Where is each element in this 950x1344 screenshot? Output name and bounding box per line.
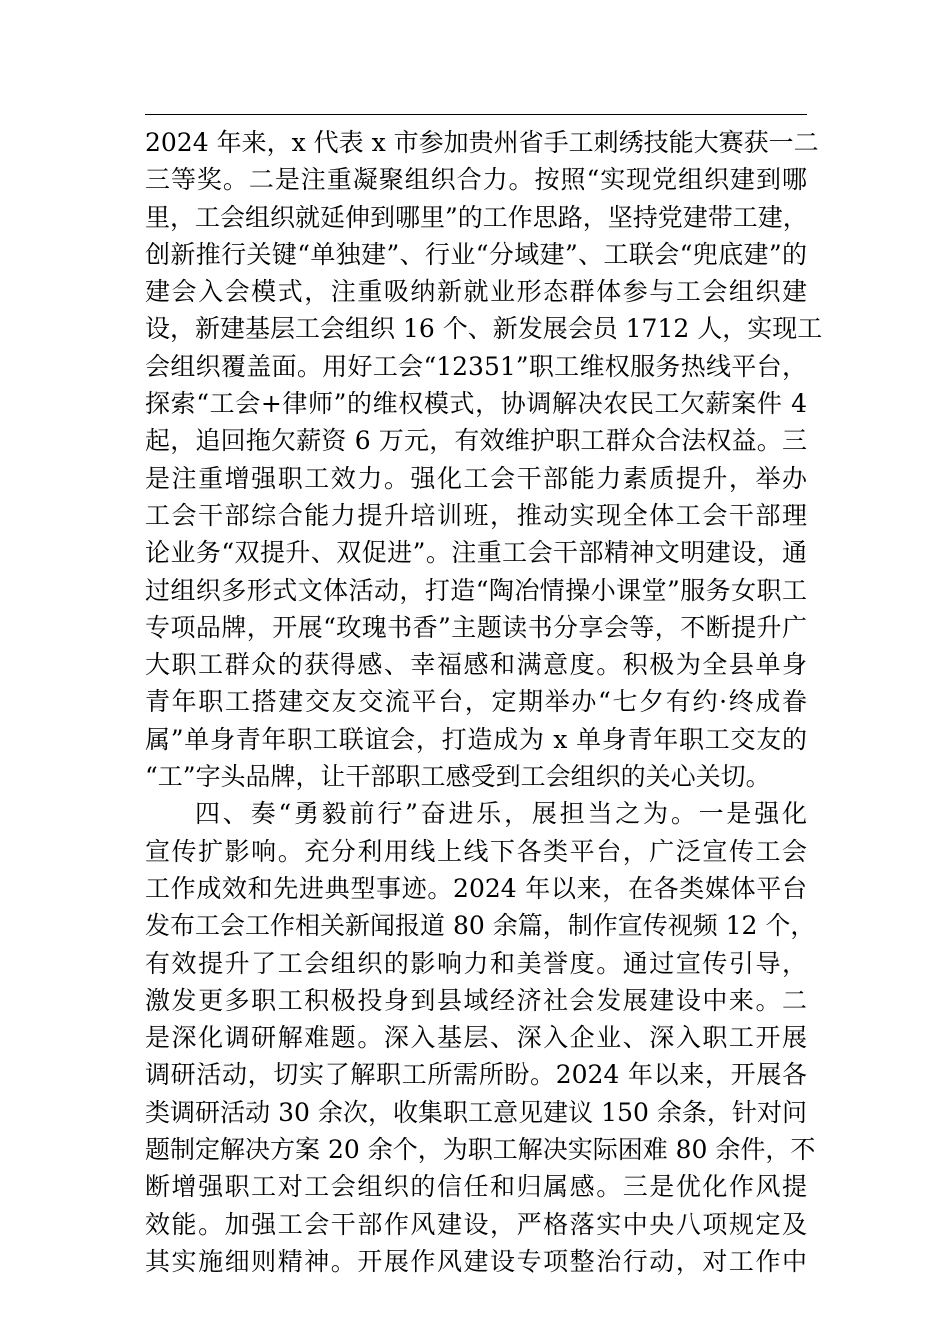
text-line: 激发更多职工积极投身到县域经济社会发展建设中来。二 [145,985,807,1015]
text-line: 发布工会工作相关新闻报道 80 余篇，制作宣传视频 12 个， [145,911,816,941]
text-line: 是深化调研解难题。深入基层、深入企业、深入职工开展 [145,1023,807,1053]
text-line: 调研活动，切实了解职工所需所盼。2024 年以来，开展各 [145,1060,807,1090]
text-line: 里，工会组织就延伸到哪里”的工作思路，坚持党建带工建， [145,202,808,232]
text-line: 设，新建基层工会组织 16 个、新发展会员 1712 人，实现工 [145,314,823,344]
text-line: 青年职工搭建交友交流平台，定期举办“七夕有约·终成眷 [145,687,807,717]
text-line: 是注重增强职工效力。强化工会干部能力素质提升，举办 [145,463,807,493]
text-line: 断增强职工对工会组织的信任和归属感。三是优化作风提 [145,1172,807,1202]
text-line: 工会干部综合能力提升培训班，推动实现全体工会干部理 [145,500,807,530]
text-line: 论业务“双提升、双促进”。注重工会干部精神文明建设，通 [145,538,807,568]
header-rule [145,114,807,115]
text-line: 宣传扩影响。充分利用线上线下各类平台，广泛宣传工会 [145,836,807,866]
text-line: 属”单身青年职工联谊会，打造成为 x 单身青年职工交友的 [145,724,807,754]
section-heading-line: 四、奏“勇毅前行”奋进乐，展担当之为。一是强化 [195,799,807,829]
text-line: 2024 年来，x 代表 x 市参加贵州省手工刺绣技能大赛获一二 [145,128,819,157]
text-line: 三等奖。二是注重凝聚组织合力。按照“实现党组织建到哪 [145,165,807,195]
text-line: 起，追回拖欠薪资 6 万元，有效维护职工群众合法权益。三 [145,426,807,456]
text-line: 效能。加强工会干部作风建设，严格落实中央八项规定及 [145,1209,807,1239]
text-line: 探索“工会+律师”的维权模式，协调解决农民工欠薪案件 4 [145,389,807,419]
body-text [145,124,823,1280]
text-line: 其实施细则精神。开展作风建设专项整治行动，对工作中 [145,1246,807,1276]
text-line: 类调研活动 30 余次，收集职工意见建议 150 余条，针对问 [145,1097,807,1127]
text-line: 会组织覆盖面。用好工会“12351”职工维权服务热线平台， [145,351,807,381]
text-line: 大职工群众的获得感、幸福感和满意度。积极为全县单身 [145,650,807,680]
text-line: 题制定解决方案 20 余个，为职工解决实际困难 80 余件，不 [145,1135,816,1165]
text-line: 有效提升了工会组织的影响力和美誉度。通过宣传引导， [145,948,807,978]
text-line: 创新推行关键“单独建”、行业“分域建”、工联会“兜底建”的 [145,239,807,269]
text-line: 建会入会模式，注重吸纳新就业形态群体参与工会组织建 [145,277,807,307]
text-line: 工作成效和先进典型事迹。2024 年以来，在各类媒体平台 [145,873,807,903]
text-line: 过组织多形式文体活动，打造“陶冶情操小课堂”服务女职工 [145,575,807,605]
text-line: 专项品牌，开展“玫瑰书香”主题读书分享会等，不断提升广 [145,612,807,642]
text-line: “工”字头品牌，让干部职工感受到工会组织的关心关切。 [145,762,771,792]
